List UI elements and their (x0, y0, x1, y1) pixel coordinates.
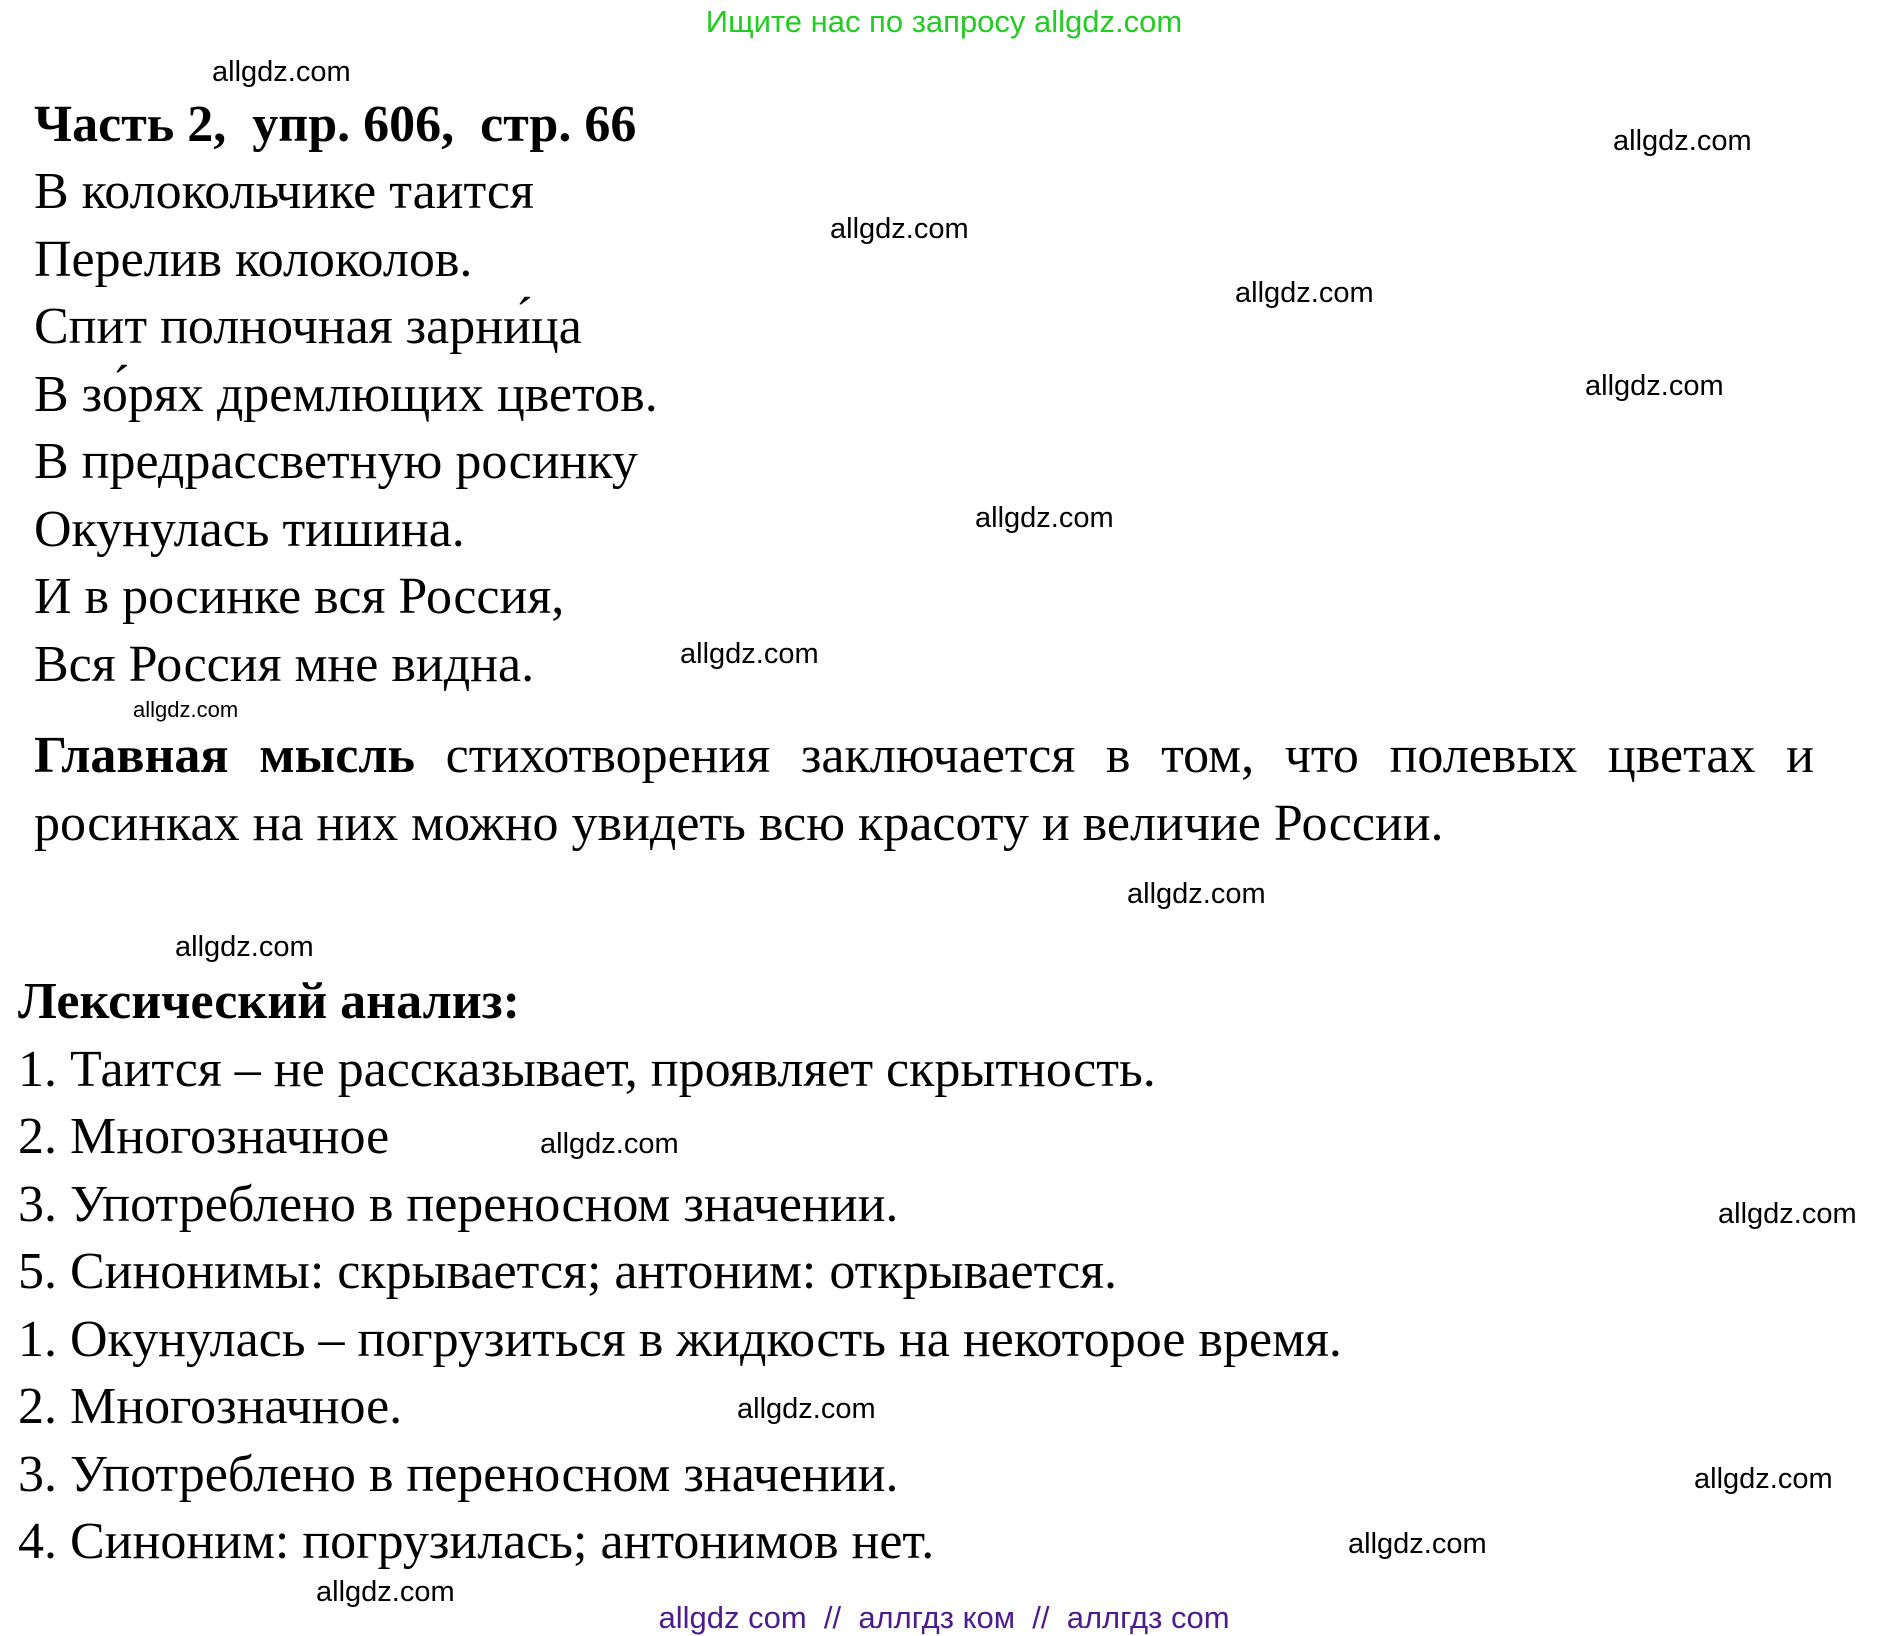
watermark: allgdz.com (540, 1128, 679, 1160)
poem-line: В зо́рях дремлющих цветов. (34, 365, 658, 423)
lexical-item: 1. Таится – не рассказывает, проявляет скрытность. (18, 1040, 1156, 1098)
watermark: allgdz.com (1348, 1528, 1487, 1560)
watermark: allgdz.com (316, 1576, 455, 1608)
watermark: allgdz.com (1613, 125, 1752, 157)
lexical-item: 5. Синонимы: скрывается; антоним: открывается. (18, 1243, 1117, 1300)
poem-line: Перелив колоколов. (34, 230, 473, 288)
lexical-item: 4. Синоним: погрузилась; антонимов нет. (18, 1513, 935, 1570)
poem (34, 158, 1814, 857)
poem-line: В колокольчике таится (34, 163, 534, 220)
watermark: allgdz.com (975, 502, 1114, 534)
lexical-item: 2. Многозначное. (18, 1378, 403, 1435)
watermark: allgdz.com (1127, 878, 1266, 910)
bottom-banner: allgdz com // аллгдз ком // аллгдз com (658, 1600, 1230, 1635)
watermark: allgdz.com (680, 638, 819, 670)
poem-line: Вся Россия мне видна. (34, 635, 535, 693)
watermark: allgdz.com (175, 931, 314, 963)
poem-line: Спит полночная зарни́ца (34, 298, 582, 355)
watermark: allgdz.com (212, 56, 351, 88)
poem-line: Окунулась тишина. (34, 500, 465, 558)
watermark: allgdz.com (737, 1393, 876, 1425)
lexical-title: Лексический анализ: (18, 973, 520, 1030)
watermark: allgdz.com (133, 697, 239, 722)
lexical-item: 3. Употреблено в переносном значении. (18, 1175, 899, 1233)
watermark: allgdz.com (1585, 370, 1724, 402)
watermark: allgdz.com (830, 213, 969, 245)
page-title: Часть 2, упр. 606, стр. 66 (34, 96, 637, 153)
main-idea-paragraph (34, 722, 1814, 857)
lexical-item: 3. Употреблено в переносном значении. (18, 1445, 899, 1503)
poem-line: И в росинке вся Россия, (34, 568, 565, 625)
watermark: allgdz.com (1235, 277, 1374, 309)
watermark: allgdz.com (1694, 1463, 1833, 1495)
main-idea-label: Главная мысль (34, 727, 416, 784)
lexical-item: 1. Окунулась – погрузиться в жидкость на некоторое время. (18, 1310, 1342, 1368)
top-banner: Ищите нас по запросу allgdz.com (705, 4, 1183, 39)
main-idea-text: стихотворения заключается в том, что полевых цветах и росинках на них можно увидеть всю красоту и величие России. (34, 727, 1815, 852)
poem-line: В предрассветную росинку (34, 433, 638, 490)
lexical-analysis (18, 968, 1798, 1576)
watermark: allgdz.com (1718, 1198, 1857, 1230)
lexical-item: 2. Многозначное (18, 1108, 390, 1165)
